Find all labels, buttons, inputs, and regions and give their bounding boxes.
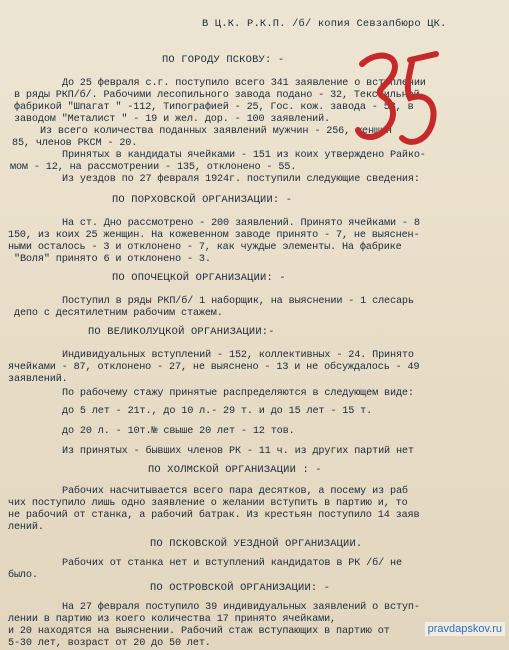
text-line: чих поступило лишь одно заявление о желании вступить в партию и, то <box>8 498 408 509</box>
text-line: На ст. Дно рассмотрено - 200 заявлений. Принято ячейками - 8 <box>62 218 420 229</box>
text-line: Из всего количества поданных заявлений мужчин - 256, женщин <box>40 126 392 137</box>
text-line: фабрикой "Шпагат " -112, Типографией - 25, Гос. кож. завода - 53, в <box>14 102 414 113</box>
section-heading-pskov: ПО ГОРОДУ ПСКОВУ: - <box>162 54 285 66</box>
text-line: 150, из коих 25 женщин. На кожевенном заводе принято - 7, не выяснен- <box>8 230 420 241</box>
text-line: не рабочий от станка, а рабочий батрак. Из крестьян поступило 14 заяв <box>8 510 420 521</box>
text-line: депо с десятилетним рабочим стажем. <box>14 308 223 319</box>
section-heading-porkhov: ПО ПОРХОВСКОЙ ОРГАНИЗАЦИИ: - <box>112 194 293 206</box>
text-line: Рабочих от станка нет и вступлений кандидатов в РК /б/ не <box>62 558 402 569</box>
text-line: лении в партию из коего количества 17 принято ячейками, <box>8 614 336 625</box>
text-line: заводом "Металист " - 19 и жел. дор. - 100 заявлений. <box>14 114 331 125</box>
text-line: 5-30 лет, возраст от 20 до 50 лет. <box>8 638 211 649</box>
document-header: В Ц.К. Р.К.П. /б/ копия Севзапбюро ЦК. <box>202 18 447 30</box>
section-heading-ostrov: ПО ОСТРОВСКОЙ ОРГАНИЗАЦИИ: - <box>150 582 331 594</box>
section-heading-kholm: ПО ХОЛМСКОЙ ОРГАНИЗАЦИИ : - <box>148 464 322 476</box>
text-line: заявлений. <box>8 374 68 385</box>
text-line: ными осталось - 3 и отклонено - 7, как чуждые элементы. На фабрике <box>8 242 402 253</box>
text-line: Индивидуальных вступлений - 152, коллективных - 24. Принято <box>62 350 414 361</box>
text-line: Из принятых - бывших членов РК - 11 ч. из других партий нет <box>62 446 414 457</box>
text-line: 85, членов РКСМ - 20. <box>12 138 138 149</box>
text-line: Из уездов по 27 февраля 1924г. поступили следующие сведения: <box>62 174 420 185</box>
text-line: мом - 12, на рассмотрении - 135, отклонено - 55. <box>10 162 297 173</box>
text-line: Рабочих насчитывается всего пара десятков, а посему из раб <box>62 486 408 497</box>
section-heading-opochka: ПО ОПОЧЕЦКОЙ ОРГАНИЗАЦИИ: - <box>112 272 286 284</box>
text-line: Принятых в кандидаты ячейками - 151 из коих утверждено Райко- <box>62 150 426 161</box>
text-line: ячейками - 87, отклонено - 27, не выяснено - 13 и не обсуждалось - 49 <box>8 362 420 373</box>
watermark-site: pravdapskov.ru <box>425 622 505 636</box>
text-line: На 27 февраля поступило 39 индивидуальных заявлений о вступ- <box>62 602 420 613</box>
text-line: Поступил в ряды РКП/б/ 1 наборщик, на выяснении - 1 слесарь <box>62 296 414 307</box>
text-line: лений. <box>8 522 44 533</box>
text-line: до 20 л. - 10т.№ свыше 20 лет - 12 тов. <box>62 426 295 437</box>
text-line: и 20 находятся на выяснении. Рабочий стаж вступающих в партию от <box>8 626 390 637</box>
text-line: в ряды РКП/б/. Рабочими лесопильного завода подано - 32, Текстильной <box>14 90 420 101</box>
section-heading-pskov-uezd: ПО ПСКОВСКОЙ УЕЗДНОЙ ОРГАНИЗАЦИИ. <box>150 538 363 550</box>
text-line: было. <box>8 570 38 581</box>
text-line: До 25 февраля с.г. поступило всего 341 заявление о вступлении <box>62 78 426 89</box>
text-line: до 5 лет - 21т., до 10 л.- 29 т. и до 15 лет - 15 т. <box>62 406 373 417</box>
text-line: По рабочему стажу принятые распределяются в следующем виде: <box>62 388 414 399</box>
text-line: "Воля" принято 6 и отклонено - 3. <box>14 254 211 265</box>
section-heading-velikie-luki: ПО ВЕЛИКОЛУЦКОЙ ОРГАНИЗАЦИИ:- <box>88 326 275 338</box>
